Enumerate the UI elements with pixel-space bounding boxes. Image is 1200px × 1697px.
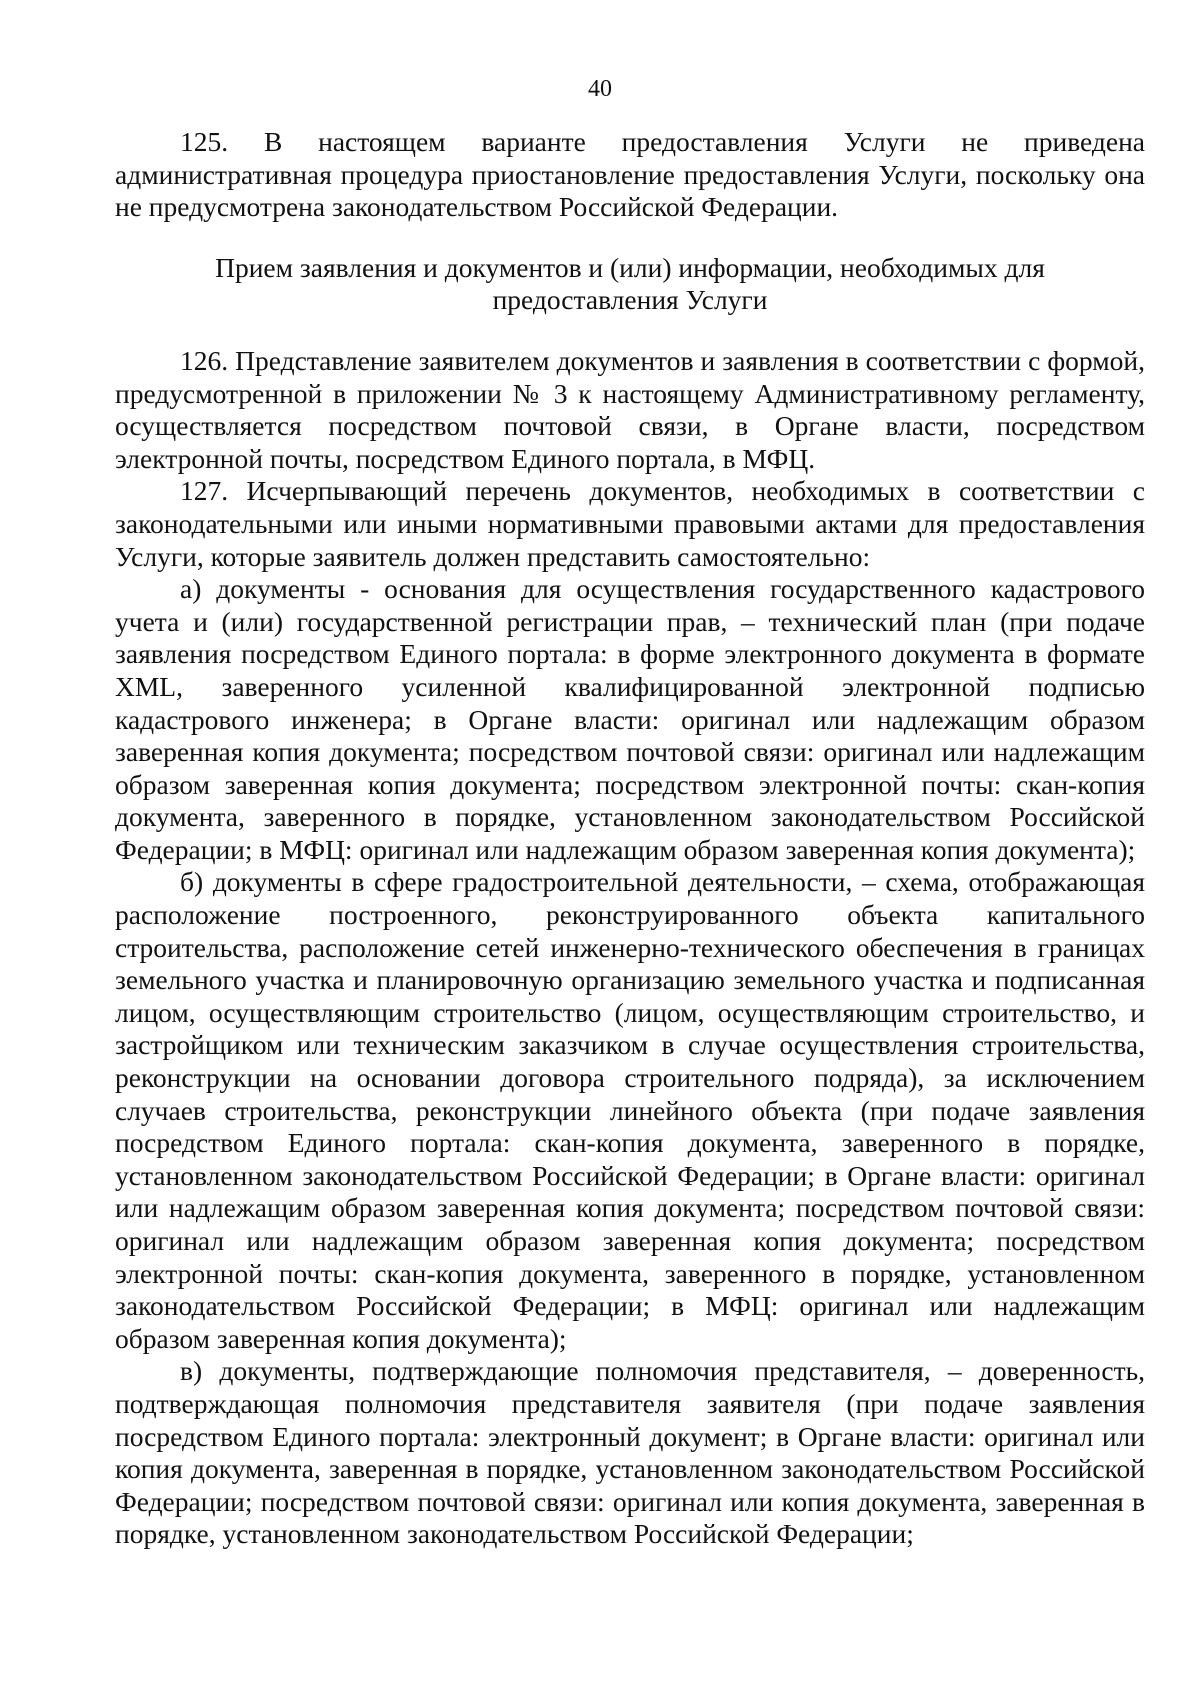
paragraph-127: 127. Исчерпывающий перечень документов, необходимых в соответствии с законодательными или иными нормативными правовыми актами для предоставления Услуги, которые заявитель должен представить самостоятельно:	[115, 475, 1145, 572]
paragraph-125: 125. В настоящем варианте предоставления Услуги не приведена административная процедура приостановление предоставления Услуги, поскольку она не предусмотрена законодательством Российской Федерации.	[115, 126, 1145, 223]
section-heading-line-1: Прием заявления и документов и (или) информации, необходимых для	[215, 251, 1045, 283]
page-number: 40	[588, 76, 612, 102]
paragraph-127-a: а) документы - основания для осуществления государственного кадастрового учета и (или) государственной регистрации прав, – технический план (при подаче заявления посредством Единого портала: в форме электронного документа в формате XML, заверенного усиленной квалифицированной электронной подписью кадастрового инженера; в Органе власти: оригинал или надлежащим образом заверенная копия документа; посредством почтовой связи: оригинал или надлежащим образом заверенная копия документа; посредством электронной почты: скан-копия документа, заверенного в порядке, установленном законодательством Российской Федерации; в МФЦ: оригинал или надлежащим образом заверенная копия документа);	[115, 573, 1145, 865]
document-body	[115, 126, 1145, 1551]
section-heading	[115, 252, 1145, 317]
paragraph-126: 126. Представление заявителем документов и заявления в соответствии с формой, предусмотренной в приложении № 3 к настоящему Административному регламенту, осуществляется посредством почтовой связи, в Органе власти, посредством электронной почты, посредством Единого портала, в МФЦ.	[115, 344, 1145, 474]
paragraph-127-v: в) документы, подтверждающие полномочия представителя, – доверенность, подтверждающая полномочия представителя заявителя (при подаче заявления посредством Единого портала: электронный документ; в Органе власти: оригинал или копия документа, заверенная в порядке, установленном законодательством Российской Федерации; посредством почтовой связи: оригинал или копия документа, заверенная в порядке, установленном законодательством Российской Федерации;	[115, 1355, 1145, 1550]
paragraph-127-b: б) документы в сфере градостроительной деятельности, – схема, отображающая расположение построенного, реконструированного объекта капитального строительства, расположение сетей инженерно-технического обеспечения в границах земельного участка и планировочную организацию земельного участка и подписанная лицом, осуществляющим строительство (лицом, осуществляющим строительство, и застройщиком или техническим заказчиком в случае осуществления строительства, реконструкции на основании договора строительного подряда), за исключением случаев строительства, реконструкции линейного объекта (при подаче заявления посредством Единого портала: скан-копия документа, заверенного в порядке, установленном законодательством Российской Федерации; в Органе власти: оригинал или надлежащим образом заверенная копия документа; посредством почтовой связи: оригинал или надлежащим образом заверенная копия документа; посредством электронной почты: скан-копия документа, заверенного в порядке, установленном законодательством Российской Федерации; в МФЦ: оригинал или надлежащим образом заверенная копия документа);	[115, 866, 1145, 1354]
section-heading-line-2: предоставления Услуги	[492, 284, 768, 316]
